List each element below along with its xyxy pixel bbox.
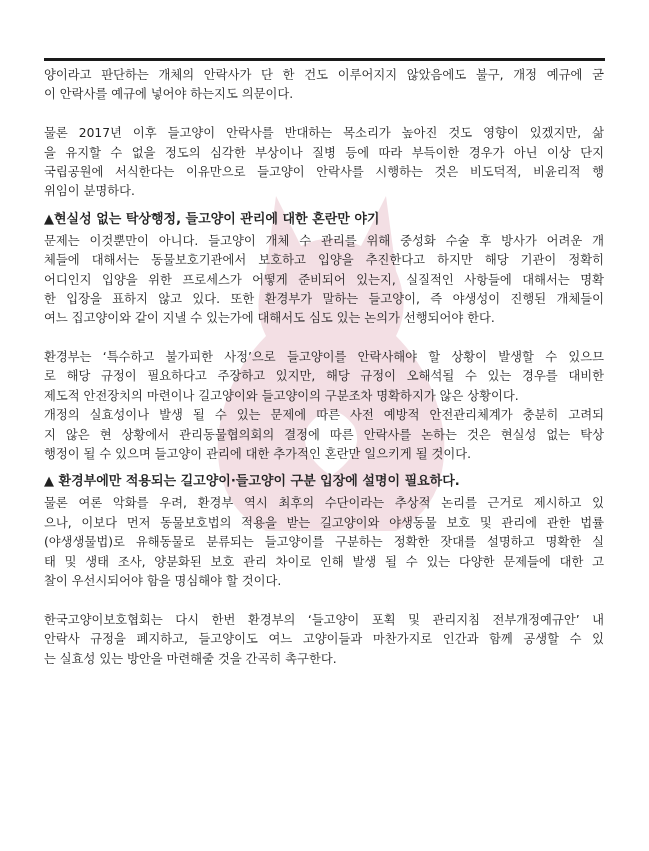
- text-line: (야생생물법)로 유해동물로 분류되는 들고양이를 구분하는 정확한 잣대를 설명하고 명확한 실: [44, 535, 604, 550]
- paragraph: [44, 348, 604, 464]
- text-line: 어디인지 입양을 위한 프로세스가 어떻게 준비되어 있는지, 실질적인 사항들에 대해서는 명확: [44, 272, 604, 287]
- section-heading: ▲ 환경부에만 적용되는 길고양이·들고양이 구분 입장에 설명이 필요하다.: [44, 474, 460, 490]
- document-body: [44, 66, 604, 669]
- text-line: 찰이 우선시되어야 함을 명심해야 할 것이다.: [44, 573, 282, 588]
- text-line: 국립공원에 서식한다는 이유만으로 들고양이 안락사를 시행하는 것은 비도덕적, 비윤리적 행: [44, 164, 604, 179]
- section-heading: ▲현실성 없는 탁상행정, 들고양이 관리에 대한 혼란만 야기: [44, 211, 380, 227]
- text-line: 지 않은 현 상황에서 관리동물협의회의 결정에 따른 안락사를 논하는 것은 현실성 없는 탁상: [44, 427, 604, 442]
- text-line: 행정이 될 수 있으며 들고양이 관리에 대한 추가적인 혼란만 일으키게 될 것이다.: [44, 447, 472, 462]
- paragraph: [44, 611, 604, 669]
- top-rule: [44, 58, 605, 61]
- paragraph: [44, 124, 604, 202]
- text-line: 여느 집고양이와 같이 지낼 수 있는가에 대해서도 심도 있는 논의가 선행되어야 한다.: [44, 311, 495, 326]
- text-line: 체들에 대해서는 동물보호기관에서 보호하고 입양을 추진한다고 하지만 해당 기관이 정확히: [44, 253, 604, 268]
- text-line: 양이라고 판단하는 개체의 안락사가 단 한 건도 이루어지지 않았음에도 불구, 개정 예규에 굳: [44, 68, 604, 82]
- text-line: 한 입장을 표하지 않고 있다. 또한 환경부가 말하는 들고양이, 즉 야생성이 진행된 개체들이: [44, 291, 604, 306]
- text-line: 물론 여론 악화를 우려, 환경부 역시 최후의 수단이라는 추상적 논리를 근거로 제시하고 있: [44, 496, 604, 511]
- text-line: 제도적 안전장치의 마련이나 길고양이와 들고양이의 구분조차 명확하지가 않은 상황이다.: [44, 388, 519, 403]
- text-line: 이 안락사를 예규에 넣어야 하는지도 의문이다.: [44, 87, 294, 102]
- text-line: 개정의 실효성이나 발생 될 수 있는 문제에 따른 사전 예방적 안전관리체계가 충분히 고려되: [44, 408, 604, 423]
- text-line: 한국고양이보호협회는 다시 한번 환경부의 ‘들고양이 포획 및 관리지침 전부개정예규안’ 내: [44, 612, 604, 627]
- text-line: 로 해당 규정이 필요하다고 주장하고 있지만, 해당 규정이 오해석될 수 있는 경우를 대비한: [44, 369, 604, 384]
- text-line: 문제는 이것뿐만이 아니다. 들고양이 개체 수 관리를 위해 중성화 수술 후 방사가 어려운 개: [44, 233, 604, 248]
- text-line: 으나, 이보다 먼저 동물보호법의 적용을 받는 길고양이와 야생동물 보호 및 관리에 관한 법률: [44, 515, 604, 530]
- paragraph: [44, 494, 604, 591]
- text-line: 태 및 생태 조사, 양분화된 보호 관리 차이로 인해 발생 될 수 있는 다양한 문제들에 대한 고: [44, 554, 604, 569]
- text-line: 는 실효성 있는 방안을 마련해줄 것을 간곡히 촉구한다.: [44, 651, 337, 666]
- text-line: 위임이 분명하다.: [44, 184, 135, 199]
- text-line: 물론 2017년 이후 들고양이 안락사를 반대하는 목소리가 높아진 것도 영향이 있겠지만, 삶: [44, 126, 604, 141]
- text-line: 을 유지할 수 없을 정도의 심각한 부상이나 질병 등에 따라 부득이한 경우가 아닌 이상 단지: [44, 145, 604, 160]
- text-line: 안락사 규정을 폐지하고, 들고양이도 여느 고양이들과 마찬가지로 인간과 함께 공생할 수 있: [44, 632, 604, 647]
- paragraph: [44, 232, 604, 329]
- paragraph: [44, 66, 604, 105]
- text-line: 환경부는 ‘특수하고 불가피한 사정’으로 들고양이를 안락사해야 할 상황이 발생할 수 있으므: [44, 350, 604, 365]
